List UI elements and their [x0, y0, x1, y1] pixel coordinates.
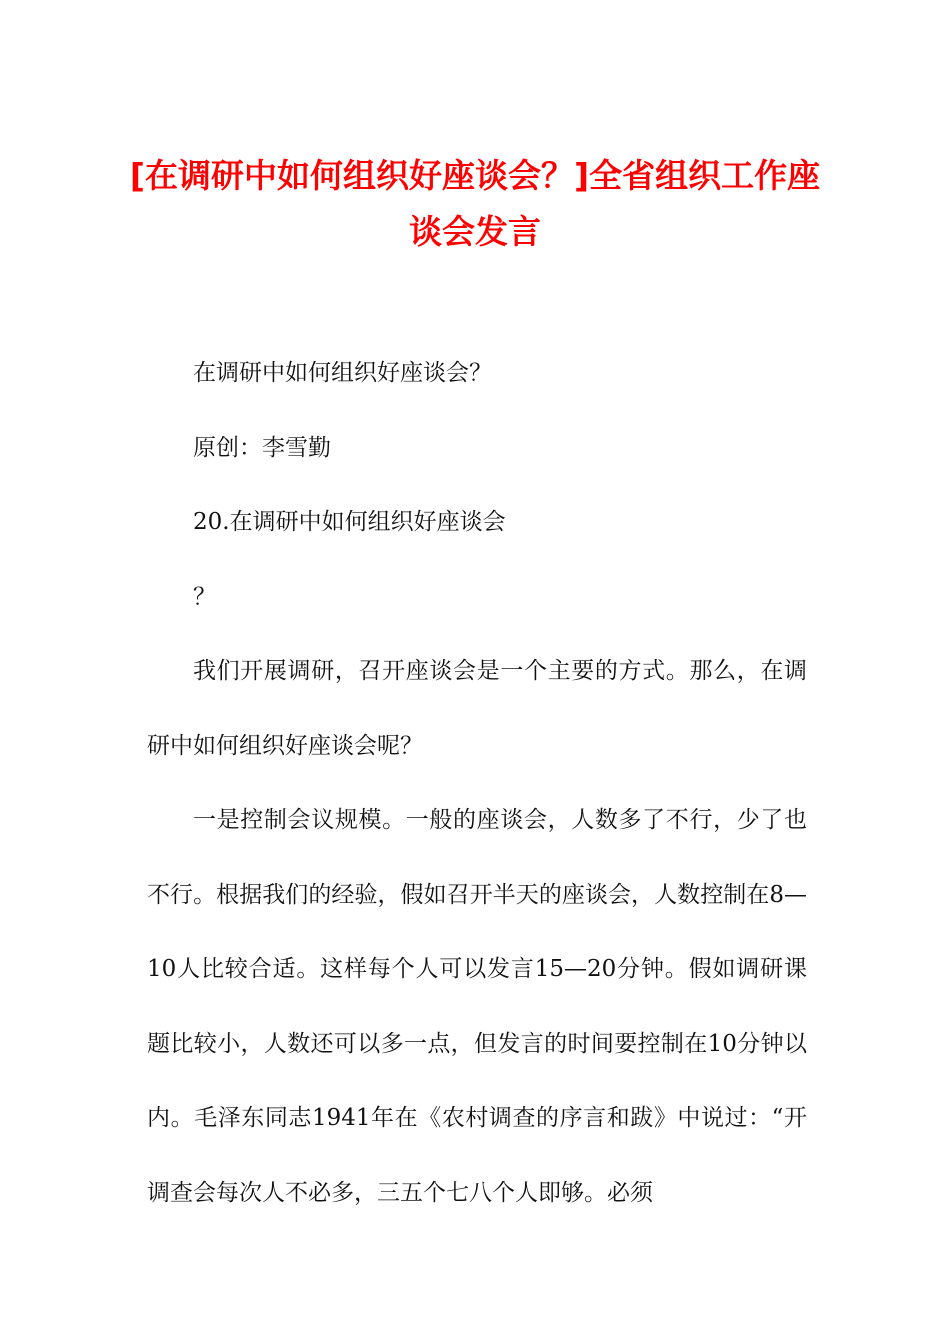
paragraph-point-one: 一是控制会议规模。一般的座谈会，人数多了不行，少了也不行。根据我们的经验，假如召开半天的座谈会，人数控制在8—10人比较合适。这样每个人可以发言15—20分钟。假如调研课题比较小，人数还可以多一点，但发言的时间要控制在10分钟以内。毛泽东同志1941年在《农村调查的序言和跋》中说过：“开调查会每次人不必多，三五个七八个人即够。必须 [147, 807, 807, 1206]
paragraph-section-heading: 20.在调研中如何组织好座谈会 [193, 509, 506, 535]
paragraph-intro: 我们开展调研，召开座谈会是一个主要的方式。那么，在调研中如何组织好座谈会呢？ [147, 658, 807, 759]
document-body [147, 336, 807, 1230]
paragraph-subtitle: 在调研中如何组织好座谈会？ [193, 360, 492, 386]
paragraph-question-mark: ？ [193, 583, 216, 610]
paragraph-author: 原创：李雪勤 [193, 434, 331, 461]
document-title: [在调研中如何组织好座谈会？]全省组织工作座谈会发言 [129, 156, 821, 251]
